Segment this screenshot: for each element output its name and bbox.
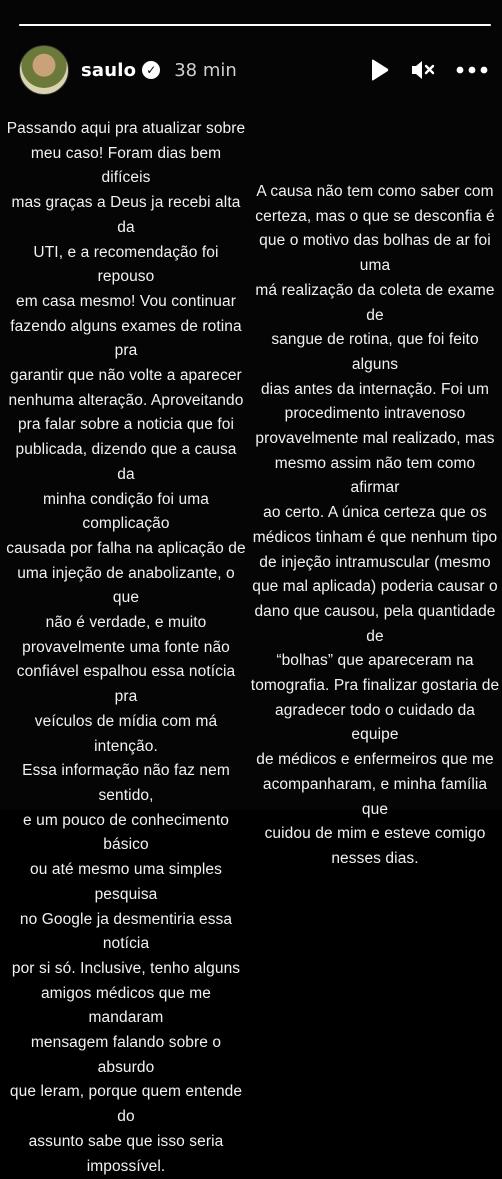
story-text-left: Passando aqui pra atualizar sobre meu caso! Foram dias bem difíceis mas graças a Deus ja recebi alta da UTI, e a recomendação foi repouso em casa mesmo! Vou continuar fazendo alguns exames de rotina pra garantir que não volte a aparecer nenhuma alteração. Aproveitando pra falar sobre a noticia que foi publicada, dizendo que a causa da minha condição foi uma complicação causada por falha na aplicação de uma injeção de anabolizante, o que não é verdade, e muito provavelmente uma fonte não confiável espalhou essa notícia pra veículos de mídia com má intenção. Essa informação não faz nem sentido, e um pouco de conhecimento básico ou até mesmo uma simples pesquisa no Google ja desmentiria essa notícia por si só. Inclusive, tenho alguns amigos médicos que me mandaram mensagem falando sobre o absurdo que leram, porque quem entende do assunto sabe que isso seria impossível. xyxy=(6,120,246,1175)
post-time: 38 min xyxy=(174,59,237,81)
verified-badge-icon: ✓ xyxy=(142,61,160,79)
more-options-icon xyxy=(456,65,488,75)
more-options-button[interactable] xyxy=(456,65,488,75)
story-header xyxy=(19,45,488,95)
play-icon xyxy=(368,58,390,82)
avatar[interactable] xyxy=(19,45,69,95)
story-progress-bar xyxy=(19,24,491,26)
muted-speaker-icon xyxy=(410,58,436,82)
story-progress-fill xyxy=(19,24,491,26)
story-text-right: A causa não tem como saber com certeza, mas o que se desconfia é que o motivo das bolhas de ar foi uma má realização da coleta de exame de sangue de rotina, que foi feito alguns dias antes da internação. Foi um procedimento intravenoso provavelmente mal realizado, mas mesmo assim não tem como afirmar ao certo. A única certeza que os médicos tinham é que nenhum tipo de injeção intramuscular (mesmo que mal aplicada) poderia causar o dano que causou, pela quantidade de “bolhas” que apareceram na tomografia. Pra finalizar gostaria de agradecer todo o cuidado da equipe de médicos e enfermeiros que me acompanharam, e minha família que cuidou de mim e esteve comigo nesses dias. xyxy=(250,183,500,867)
story-controls xyxy=(368,58,488,82)
username[interactable]: saulo xyxy=(81,59,137,81)
mute-button[interactable] xyxy=(410,58,436,82)
play-button[interactable] xyxy=(368,58,390,82)
